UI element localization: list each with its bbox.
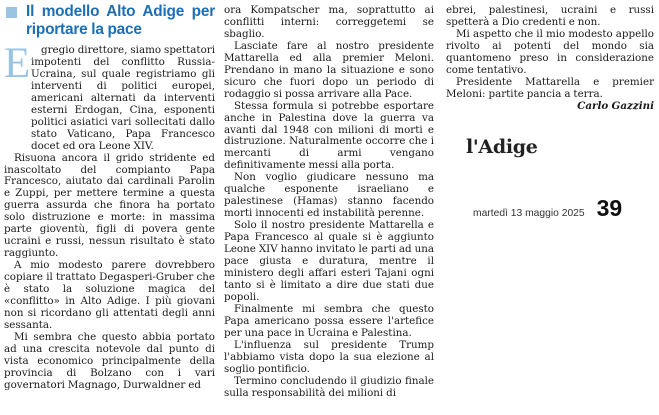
paragraph-continuation: ora Kompatscher ma, soprattutto ai conflitti interni: correggetemi se sbaglio. bbox=[224, 4, 434, 40]
newspaper-masthead: l'Adige bbox=[466, 136, 538, 158]
article-title: Il modello Alto Adige per riportare la pace bbox=[26, 3, 215, 38]
paragraph: Termino concludendo il giudizio finale sulla responsabilità dei milioni di bbox=[224, 374, 434, 399]
paragraph: Risuona ancora il grido stridente ed inascoltato del compianto Papa Francesco, aiutato dai cardinali Parolin e Zuppi, per mettere termine a questa guerra assurda che finora ha portato solo distruzione e morte: in massima parte gioventù, figli di povera gente ucraini e russi, nessun risultato è stato raggiunto. bbox=[4, 151, 215, 260]
paragraph: Finalmente mi sembra che questo Papa americano possa essere l'artefice per una pace in Ucraina e Palestina. bbox=[224, 302, 434, 339]
paragraph: Lasciate fare al nostro presidente Mattarella ed alla premier Meloni. Prendano in mano la situazione e sono sicuro che fuori dopo un periodo di rodaggio si possa arrivare alla Pace. bbox=[224, 39, 434, 100]
paragraph: Stessa formula si potrebbe esportare anche in Palestina dove la guerra va avanti dal 1948 con milioni di morti e distruzione. Naturalmente occorre che i mercanti di armi vengano definitivamente messi alla porta. bbox=[224, 99, 434, 172]
article-column-3 bbox=[446, 5, 654, 113]
paragraph: Mi sembra che questo abbia portato ad una crescita notevole dal punto di vista economico principalmente della provincia di Bolzano con i vari governatori Magnago, Durwaldner ed bbox=[4, 330, 215, 391]
page-number: 39 bbox=[596, 195, 623, 221]
paragraph: Non voglio giudicare nessuno ma qualche esponente israeliano e palestinese (Hamas) stanno facendo morti innocenti ed instabilità perenne. bbox=[224, 171, 434, 220]
paragraph: A mio modesto parere dovrebbero copiare il trattato Degasperi-Gruber che è stato la soluzione magica del «conflitto» in Alto Adige. I più giovani non si ricordano gli attentati degli anni sessanta. bbox=[4, 259, 215, 331]
paragraph: Presidente Mattarella e premier Meloni: partite pancia a terra. bbox=[446, 75, 654, 100]
paragraph: Solo il nostro presidente Mattarella e Papa Francesco al quale si è aggiunto Leone XIV hanno invitato le parti ad una pace giusta e duratura, mentre il ministero degli affari esteri Tajani ogni tanto si è limitato a dire due stati due popoli. bbox=[224, 219, 434, 303]
issue-info bbox=[473, 195, 622, 222]
section-square-icon bbox=[6, 7, 17, 18]
paragraph-continuation: ebrei, palestinesi, ucraini e russi spetterà a Dio credenti e non. bbox=[446, 4, 654, 28]
article-header bbox=[4, 3, 215, 39]
article-column-2 bbox=[224, 5, 434, 399]
paragraph: Mi aspetto che il mio modesto appello rivolto ai potenti del mondo sia quantomeno preso in considerazione come tentativo. bbox=[446, 27, 654, 76]
lead-paragraph: gregio direttore, siamo spettatori impotenti del conflitto Russia-Ucraina, sul quale registriamo gli interventi di politici europei, americani alternati da interventi esterni Erdogan, Cina, esponenti politici asiatici vari sollecitati dallo stato Vaticano, Papa Francesco docet ed ora Leone XIV. bbox=[31, 44, 215, 152]
article-column-1 bbox=[4, 0, 215, 392]
author-signature: Carlo Gazzini bbox=[577, 99, 654, 112]
drop-cap: E bbox=[4, 40, 31, 87]
issue-date: martedì 13 maggio 2025 bbox=[473, 208, 585, 219]
article-lead bbox=[4, 40, 215, 153]
paragraph: L'influenza sul presidente Trump l'abbiamo vista dopo la sua elezione al soglio pontificio. bbox=[224, 338, 434, 375]
